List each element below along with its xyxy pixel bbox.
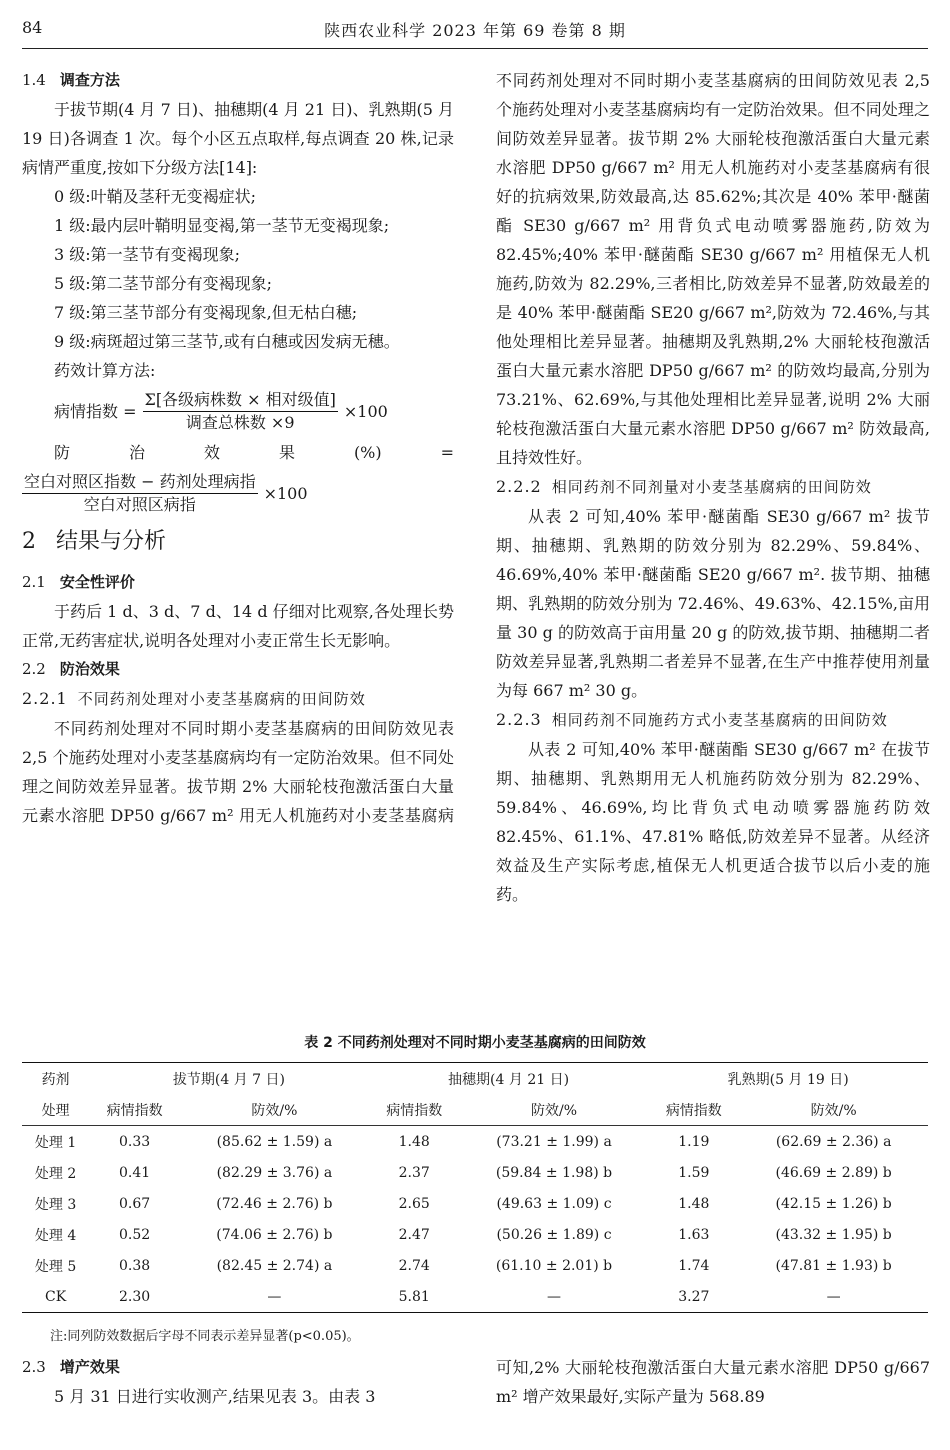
section-2-2-1-text-b: 不同药剂处理对不同时期小麦茎基腐病的田间防效见表 2,5 个施药处理对小麦茎基腐病均有一定防治效果。但不同处理之间防效差异显著。拔节期 2% 大丽轮枝孢激活蛋白大量元素水溶肥 DP50 g/667 m² 用无人机施药对小麦茎基腐病有很好的抗病效果,防效最高,达 85.62%;其次是 40% 苯甲·醚菌酯 SE30 g/667 m² 用背负式电动喷雾器施药,防效为 82.45%;40% 苯甲·醚菌酯 SE30 g/667 m² 用植保无人机施药,防效为 82.29%,三者相比,防效差异不显著,防效最差的是 40% 苯甲·醚菌酯 SE20 g/667 m²,防效为 72.46%,与其他处理相比差异显著。抽穗期及乳熟期,2% 大丽轮枝孢激活蛋白大量元素水溶肥 DP50 g/667 m² 的防效均最高,分别为 73.21%、62.69%,与其他处理相比差异显著,说明 2% 大丽轮枝孢激活蛋白大量元素水溶肥 DP50 g/667 m² 防效最高,且持效性好。 (496, 71, 930, 467)
table-row: 处理 2 0.41 (82.29 ± 3.76) a 2.37 (59.84 ± 1.98) b 1.59 (46.69 ± 2.89) b (34, 1164, 892, 1182)
period-jointing: 拔节期(4 月 7 日) (172, 1071, 285, 1088)
section-1-4-heading: 1.4 调查方法 (22, 71, 120, 89)
formula-2-tail: ×100 (263, 484, 308, 503)
section-2-heading: 2 结果与分析 (22, 529, 167, 554)
section-2-3 (22, 1353, 454, 1411)
right-column (496, 66, 930, 909)
page-header (22, 18, 928, 49)
col-index-3: 病情指数 (665, 1102, 722, 1119)
col-treatment: 处理 (41, 1102, 70, 1119)
grade-5: 5 级:第二茎节部分有变褐现象; (54, 274, 273, 293)
section-2-2-3-heading: 2.2.3 相同药剂不同施药方式小麦茎基腐病的田间防效 (496, 710, 888, 729)
grade-0: 0 级:叶鞘及茎秆无变褐症状; (54, 187, 257, 206)
col-effect-1: 防效/% (251, 1102, 298, 1119)
formula-2-denominator: 空白对照区病指 (83, 495, 196, 514)
grade-1: 1 级:最内层叶鞘明显变褐,第一茎节无变褐现象; (54, 216, 390, 235)
section-2-2-2-heading: 2.2.2 相同药剂不同剂量对小麦茎基腐病的田间防效 (496, 477, 872, 496)
col-effect-2: 防效/% (531, 1102, 578, 1119)
formula-1-denominator: 调查总株数 ×9 (185, 413, 295, 432)
disease-index-formula (22, 389, 454, 434)
section-2-3-text: 5 月 31 日进行实收测产,结果见表 3。由表 3 (54, 1387, 376, 1406)
grade-7: 7 级:第三茎节部分有变褐现象,但无枯白穗; (54, 303, 358, 322)
formula-2-fraction (22, 471, 258, 516)
table-row: 处理 1 0.33 (85.62 ± 1.59) a 1.48 (73.21 ± 1.99) a 1.19 (62.69 ± 2.36) a (34, 1133, 892, 1151)
formula-1-fraction (143, 389, 338, 434)
col-index-1: 病情指数 (106, 1102, 163, 1119)
section-2-3-text-right: 可知,2% 大丽轮枝孢激活蛋白大量元素水溶肥 DP50 g/667 m² 增产效果最好,实际产量为 568.89 (496, 1358, 930, 1406)
formula-1-label: 病情指数 = (54, 402, 137, 421)
section-2-2-1-text-a: 不同药剂处理对不同时期小麦茎基腐病的田间防效见表 2,5 个施药处理对小麦茎基腐病均有一定防治效果。但不同处理之间防效差异显著。拔节期 2% 大丽轮枝孢激活蛋白大量元素水溶肥 DP50 g/667 m² 用无人机施药对小麦茎基腐病 (22, 719, 454, 825)
section-2-1-text: 于药后 1 d、3 d、7 d、14 d 仔细对比观察,各处理长势正常,无药害症状,说明各处理对小麦正常生长无影响。 (22, 602, 454, 650)
period-heading: 抽穗期(4 月 21 日) (448, 1071, 570, 1088)
col-effect-3: 防效/% (810, 1102, 857, 1119)
period-milk: 乳熟期(5 月 19 日) (727, 1071, 849, 1088)
table-note: 注:同列防效数据后字母不同表示差异显著(p<0.05)。 (50, 1329, 360, 1344)
formula-2-numerator: 空白对照区指数 − 药剂处理病指 (22, 471, 258, 494)
col-agent: 药剂 (41, 1071, 70, 1088)
page-number: 84 (22, 18, 43, 37)
table-row: CK 2.30 — 5.81 — 3.27 — (22, 1281, 928, 1313)
section-2-1-heading: 2.1 安全性评价 (22, 573, 135, 591)
section-2-2-heading: 2.2 防治效果 (22, 660, 120, 678)
control-effect-formula (22, 471, 454, 516)
grade-9: 9 级:病斑超过第三茎节,或有白穗或因发病无穗。 (54, 332, 400, 351)
grade-3: 3 级:第一茎节有变褐现象; (54, 245, 241, 264)
section-2-3-continued (496, 1353, 930, 1411)
table-row: 处理 4 0.52 (74.06 ± 2.76) b 2.47 (50.26 ± 1.89) c 1.63 (43.32 ± 1.95) b (34, 1226, 892, 1244)
table-row: 处理 3 0.67 (72.46 ± 2.76) b 2.65 (49.63 ± 1.09) c 1.48 (42.15 ± 1.26) b (34, 1195, 892, 1213)
formula-1-tail: ×100 (343, 402, 388, 421)
efficacy-table (22, 1062, 928, 1313)
section-2-2-1-heading: 2.2.1 不同药剂处理对小麦茎基腐病的田间防效 (22, 689, 366, 708)
section-1-4-intro: 于拔节期(4 月 7 日)、抽穗期(4 月 21 日)、乳熟期(5 月 19 日)各调查 1 次。每个小区五点取样,每点调查 20 株,记录病情严重度,按如下分级方法[14]: (22, 100, 454, 177)
formula-2-label: 防 治 效 果 (%) = (54, 443, 454, 462)
calc-method: 药效计算方法: (54, 361, 156, 380)
left-column (22, 66, 454, 830)
col-index-2: 病情指数 (386, 1102, 443, 1119)
section-2-2-2-text: 从表 2 可知,40% 苯甲·醚菌酯 SE30 g/667 m² 拔节期、抽穗期、乳熟期的防效分别为 82.29%、59.84%、46.69%,40% 苯甲·醚菌酯 SE20 g/667 m². 拔节期、抽穗期、乳熟期的防效分别为 72.46%、49.63%、42.15%,亩用量 30 g 的防效高于亩用量 20 g 的防效,拔节期、抽穗期二者防效差异显著,乳熟期二者差异不显著,在生产中推荐使用剂量为每 667 m² 30 g。 (496, 507, 930, 700)
section-2-3-heading: 2.3 增产效果 (22, 1358, 120, 1376)
table-row: 处理 5 0.38 (82.45 ± 2.74) a 2.74 (61.10 ± 2.01) b 1.74 (47.81 ± 1.93) b (34, 1257, 892, 1275)
journal-title: 陕西农业科学 2023 年第 69 卷第 8 期 (324, 21, 626, 40)
formula-1-numerator: Σ[各级病株数 × 相对级值] (143, 389, 338, 412)
section-2-2-3-text: 从表 2 可知,40% 苯甲·醚菌酯 SE30 g/667 m² 在拔节期、抽穗期、乳熟期用无人机施药防效分别为 82.29%、59.84%、46.69%,均比背负式电动喷雾器施药防效 82.45%、61.1%、47.81% 略低,防效差异不显著。从经济效益及生产实际考虑,植保无人机更适合拔节以后小麦的施药。 (496, 740, 930, 904)
table-caption: 表 2 不同药剂处理对不同时期小麦茎基腐病的田间防效 (304, 1035, 646, 1051)
